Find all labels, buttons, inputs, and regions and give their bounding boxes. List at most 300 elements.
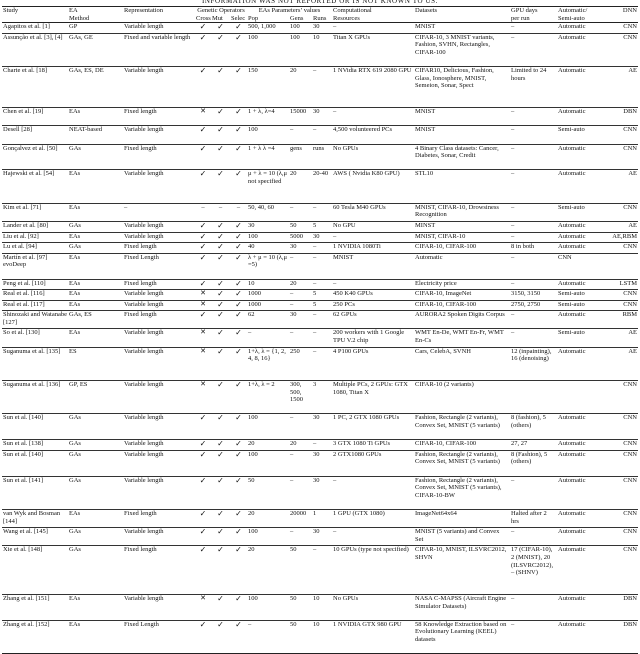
cell-computational: – [332,23,414,34]
cell-cross [195,414,211,440]
cell-computational: 1 NVIDIA GTX 980 GPU [332,620,414,653]
checkmark-icon: ✓ [199,527,207,537]
cell-study: Suganuma et al. [135] [2,347,68,380]
cell-pop: 1+λ, λ = {1, 2, 4, 8, 16} [247,347,289,380]
cell-dnn: CNN [609,23,638,34]
cell-computational: 200 workers with 1 Google TPU V.2 chip [332,329,414,347]
table-row [2,23,638,34]
checkmark-icon: ✓ [235,221,242,230]
table-row [2,546,638,595]
cell-selec [230,329,247,347]
cell-automatic: Semi-auto [557,329,609,347]
cell-computational: 1 NVidia RTX 619 2080 GPU [332,67,414,108]
cell-dnn: CNN [609,528,638,546]
header-runs: Runs [312,15,332,23]
header-ea-method: EA [68,7,123,15]
cell-pop: 100 [247,594,289,620]
cell-selec [230,546,247,595]
cell-selec [230,170,247,203]
cell-datasets: CIFAR-10, CIFAR-100 [414,300,510,311]
cell-computational: 1 PC, 2 GTX 1080 GPUs [332,414,414,440]
cell-automatic: Automatic [557,450,609,476]
cell-ea-method: EAs [68,290,123,301]
cell-computational: 4,500 volunteered PCs [332,126,414,144]
cell-runs: runs [312,144,332,170]
cell-datasets: Fashion, Rectangle (2 variants), Convex Set, MNIST (5 variants) [414,450,510,476]
cell-runs: 5 [312,221,332,232]
cell-automatic: Automatic [557,510,609,528]
cell-dnn: CNN [609,290,638,301]
checkmark-icon: ✓ [199,169,207,179]
cell-representation: Variable length [123,170,195,203]
cell-study: Real et al. [116] [2,290,68,301]
cell-datasets: MNIST, CIFAR-10 [414,232,510,243]
checkmark-icon: ✓ [235,144,242,153]
cell-study: Zhang et al. [151] [2,594,68,620]
cell-representation: Fixed length [123,510,195,528]
header-resources: Resources [332,15,414,23]
cell-gpu-days: 8 (fashion), 5 (others) [510,414,557,440]
checkmark-icon: ✓ [217,279,224,288]
cell-runs: 30 [312,108,332,126]
cell-selec [230,450,247,476]
cell-cross [195,23,211,34]
cell-study: Agapitos et al. [1] [2,23,68,34]
checkmark-icon: ✓ [217,232,224,241]
cell-representation: Variable length [123,290,195,301]
cell-automatic: Semi-auto [557,126,609,144]
table-row [2,450,638,476]
checkmark-icon: ✓ [199,125,207,135]
cell-computational: AWS ( Nvidia K80 GPU) [332,170,414,203]
cell-study: Chen et al. [19] [2,108,68,126]
cell-study: Kim et al. [71] [2,203,68,221]
cell-representation: Variable length [123,528,195,546]
cell-mut [211,546,230,595]
table-row [2,414,638,440]
table-row [2,381,638,414]
table-row [2,243,638,254]
cell-ea-method: EAs [68,510,123,528]
table-row [2,311,638,329]
cell-ea-method: GAs [68,221,123,232]
checkmark-icon: ✓ [235,380,242,390]
header-computational: Computational [332,7,414,15]
cell-selec [230,67,247,108]
cell-representation: Variable length [123,414,195,440]
checkmark-icon: ✓ [217,527,224,537]
checkmark-icon: ✓ [199,221,207,230]
cell-selec [230,108,247,126]
checkmark-icon: ✓ [199,450,207,459]
cell-representation: Variable length [123,23,195,34]
cell-mut [211,126,230,144]
cell-automatic: Automatic [557,440,609,451]
cell-study: Sun et al. [140] [2,414,68,440]
cell-automatic: Automatic [557,594,609,620]
cell-gens: 50 [289,546,312,595]
cell-automatic: Automatic [557,232,609,243]
table-row [2,440,638,451]
cell-gens: – [289,290,312,301]
cell-datasets: CIFAR-10 (2 variants) [414,381,510,414]
checkmark-icon: ✓ [199,310,207,320]
table-header [2,7,638,23]
table-row [2,33,638,66]
checkmark-icon: ✓ [217,289,224,299]
cell-ea-method: GP, ES [68,381,123,414]
cell-ea-method: GAs [68,144,123,170]
cell-study: Peng et al. [110] [2,279,68,290]
cell-mut [211,594,230,620]
cell-ea-method: ES [68,347,123,380]
cell-dnn: CNN [609,300,638,311]
cell-datasets: 58 Knowledge Extraction based on Evolutionary Learning (KEEL) datasets [414,620,510,653]
cell-selec [230,300,247,311]
cell-gens: 300, 500, 1500 [289,381,312,414]
cell-ea-method: EAs [68,300,123,311]
cell-mut [211,300,230,311]
cell-representation: Variable length [123,300,195,311]
cell-pop: 30 [247,221,289,232]
cell-datasets: NASA C-MAPSS (Aircraft Engine Simulator Datasets) [414,594,510,620]
cell-representation: Fixed and variable length [123,33,195,66]
cell-runs: – [312,253,332,279]
cell-dnn [609,253,638,279]
cell-pop: 100 [247,126,289,144]
cell-runs: – [312,67,332,108]
cell-ea-method: EAs [68,329,123,347]
cell-dnn: CNN [609,126,638,144]
cell-mut [211,221,230,232]
cell-runs: 30 [312,450,332,476]
cell-gens: 20 [289,440,312,451]
cell-cross [195,528,211,546]
cell-representation: Variable length [123,329,195,347]
cell-runs: – [312,329,332,347]
cell-representation: Fixed length [123,243,195,254]
cell-datasets: AURORA2 Spoken Digits Corpus [414,311,510,329]
cell-dnn: DBN [609,620,638,653]
cell-computational: 2 GTX1080 GPUs [332,450,414,476]
cell-mut [211,253,230,279]
cell-gens: 20000 [289,510,312,528]
cell-datasets: CIFAR10, Delicious, Fashion, Glass, Ionosphere, MNIST, Semeion, Sonar, Spect [414,67,510,108]
cell-gpu-days: Halted after 2 hrs [510,510,557,528]
checkmark-icon: ✓ [217,620,224,629]
cell-dnn: AE [609,347,638,380]
cell-gens: – [289,300,312,311]
header-gens: Gens [289,15,312,23]
cell-dnn: CNN [609,546,638,595]
cell-automatic: Automatic [557,67,609,108]
cell-cross [195,253,211,279]
cell-cross [195,108,211,126]
cell-pop: 1000 [247,300,289,311]
cell-mut [211,347,230,380]
checkmark-icon: ✓ [199,144,207,153]
table-row [2,510,638,528]
cell-gens: – [289,528,312,546]
cell-dnn: CNN [609,203,638,221]
cell-computational: – [332,528,414,546]
cell-study: So et al. [130] [2,329,68,347]
cell-pop: – [247,329,289,347]
cell-gens: 20 [289,170,312,203]
header-pop: Pop [247,15,289,23]
cell-automatic [557,381,609,414]
cell-runs: 5 [312,300,332,311]
cell-gens: 250 [289,347,312,380]
cell-study: Real et al. [117] [2,300,68,311]
cell-runs: – [312,347,332,380]
cell-gpu-days: – [510,203,557,221]
cell-gens: 50 [289,594,312,620]
checkmark-icon: ✓ [235,347,242,356]
checkmark-icon: ✓ [235,413,242,423]
cell-pop: 1000 [247,290,289,301]
cell-cross [195,381,211,414]
cell-ea-method: NEAT-based [68,126,123,144]
cell-cross [195,476,211,509]
cell-mut [211,33,230,66]
checkmark-icon: ✓ [217,125,224,135]
cell-computational: Multiple PCs, 2 GPUs: GTX 1080, Titan X [332,381,414,414]
cell-pop: 100 [247,528,289,546]
cell-gpu-days: – [510,329,557,347]
checkmark-icon: ✓ [235,289,242,299]
cell-pop: – [247,620,289,653]
cell-pop: 1 + λ λ =4 [247,144,289,170]
cell-datasets: WMT En-De, WMT En-Fr, WMT En-Cs [414,329,510,347]
cell-pop: 20 [247,440,289,451]
cell-runs: 20-40 [312,170,332,203]
header-per-run: per run [510,15,557,23]
cell-selec [230,232,247,243]
cell-runs: – [312,279,332,290]
comparison-table [2,6,638,654]
cell-cross [195,510,211,528]
header-dnn: DNN [609,7,638,15]
cell-datasets: Electricity price [414,279,510,290]
cell-automatic: Automatic [557,414,609,440]
cell-selec [230,510,247,528]
cell-gpu-days: 12 (inpainting), 16 (denoising) [510,347,557,380]
cell-dnn: CNN [609,144,638,170]
cell-pop: 20 [247,510,289,528]
cell-ea-method: GAs [68,546,123,595]
checkmark-icon: ✓ [217,380,224,390]
cell-selec [230,126,247,144]
cell-gpu-days: 2750, 2750 [510,300,557,311]
cell-selec [230,381,247,414]
cell-representation: Variable length [123,126,195,144]
cell-selec [230,440,247,451]
table-row [2,203,638,221]
cross-icon: ✕ [200,328,206,337]
cell-computational: – [332,476,414,509]
cell-gens: – [289,476,312,509]
cell-gens: – [289,126,312,144]
table-row [2,329,638,347]
cell-automatic: Semi-auto [557,203,609,221]
checkmark-icon: ✓ [217,328,224,338]
cell-gens: – [289,414,312,440]
table-row [2,126,638,144]
cell-cross [195,243,211,254]
checkmark-icon: ✓ [235,22,242,32]
cell-representation: Variable length [123,221,195,232]
checkmark-icon: ✓ [235,253,242,262]
table-row [2,528,638,546]
cell-gpu-days: – [510,476,557,509]
cell-cross [195,67,211,108]
cell-selec [230,528,247,546]
cell-selec [230,476,247,509]
cell-selec [230,620,247,653]
cell-ea-method: EAs [68,594,123,620]
table-row [2,232,638,243]
cell-mut [211,528,230,546]
table-row [2,300,638,311]
cell-mut [211,67,230,108]
cell-gpu-days: – [510,108,557,126]
cell-runs: 10 [312,33,332,66]
cell-datasets: Fashion, Rectangle (2 variants), Convex Set, MNIST (5 variants), CIFAR-10-BW [414,476,510,509]
cell-study: Lander et al. [80] [2,221,68,232]
cell-pop: 40 [247,243,289,254]
cell-gpu-days: 27, 27 [510,440,557,451]
table-row [2,67,638,108]
cell-dnn: AE [609,221,638,232]
cell-selec [230,33,247,66]
checkmark-icon: ✓ [235,107,242,117]
cell-ea-method: GAs, ES [68,311,123,329]
cell-representation: Fixed Length [123,253,195,279]
cell-representation: – [123,203,195,221]
cell-runs: 10 [312,594,332,620]
cell-study: Sun et al. [141] [2,476,68,509]
cell-study: Suganuma et al. [136] [2,381,68,414]
cell-gens: 30 [289,243,312,254]
checkmark-icon: ✓ [235,242,242,252]
cell-runs: 30 [312,232,332,243]
cell-study: Liu et al. [92] [2,232,68,243]
cell-automatic: Automatic [557,23,609,34]
checkmark-icon: ✓ [199,545,207,555]
cell-dnn: CNN [609,381,638,414]
header-study: Study [2,7,68,15]
cell-representation: Fixed length [123,144,195,170]
checkmark-icon: ✓ [199,232,207,241]
cell-study: Zhang et al. [152] [2,620,68,653]
cell-pop: μ + λ = 10 (λ,μ not specified [247,170,289,203]
header-ea-parameters: EAs Parameters’ values [247,7,332,15]
cell-automatic: Automatic [557,170,609,203]
table-row [2,290,638,301]
cell-runs: 1 [312,510,332,528]
cross-icon: ✕ [200,107,206,116]
cell-runs: 30 [312,476,332,509]
checkmark-icon: ✓ [217,347,224,356]
cell-pop: 100 [247,33,289,66]
cell-gpu-days: – [510,232,557,243]
checkmark-icon: ✓ [235,125,242,135]
cell-dnn: CNN [609,33,638,66]
cell-selec [230,144,247,170]
cell-cross [195,546,211,595]
checkmark-icon: ✓ [199,22,207,32]
cell-gpu-days: – [510,528,557,546]
cell-representation: Fixed length [123,311,195,329]
cell-mut [211,144,230,170]
cell-ea-method: GAs, GE [68,33,123,66]
cell-computational: 3 GTX 1080 Ti GPUs [332,440,414,451]
cell-pop: 500, 1,000 [247,23,289,34]
table-row [2,170,638,203]
checkmark-icon: ✓ [235,620,242,629]
cell-automatic: Automatic [557,546,609,595]
cell-datasets: MNIST, CIFAR-10, Drowsiness Recognition [414,203,510,221]
cell-gpu-days: – [510,279,557,290]
cell-pop: 1+λ, λ = 2 [247,381,289,414]
checkmark-icon: ✓ [217,22,224,32]
checkmark-icon: ✓ [199,439,207,449]
checkmark-icon: ✓ [199,413,207,423]
cell-pop: 100 [247,414,289,440]
cell-mut [211,311,230,329]
cell-automatic: Automatic [557,279,609,290]
cell-representation: Fixed length [123,108,195,126]
checkmark-icon: ✓ [217,221,224,230]
cell-cross [195,311,211,329]
cell-computational: No GPUs [332,144,414,170]
cell-cross [195,329,211,347]
cell-computational: No GPU [332,221,414,232]
cell-study: van Wyk and Bosman [144] [2,510,68,528]
cell-runs: 10 [312,620,332,653]
cell-dnn: RBM [609,311,638,329]
checkmark-icon: ✓ [217,413,224,423]
cell-ea-method: EAs [68,253,123,279]
cell-dnn: CNN [609,476,638,509]
checkmark-icon: ✓ [217,594,224,603]
cell-automatic: Automatic [557,243,609,254]
cell-pop: 100 [247,450,289,476]
cell-mut: – [211,203,230,221]
cell-automatic: CNN [557,253,609,279]
cell-pop: 1 + λ, λ=4 [247,108,289,126]
cross-icon: ✕ [200,300,206,308]
cell-gpu-days: Limited to 24 hours [510,67,557,108]
cell-datasets: MINST [414,221,510,232]
cell-cross [195,594,211,620]
table-body [2,23,638,654]
cell-mut [211,329,230,347]
cell-dnn: CNN [609,440,638,451]
cell-automatic: Automatic [557,476,609,509]
cell-dnn: CNN [609,414,638,440]
cell-mut [211,414,230,440]
cell-representation: Variable length [123,440,195,451]
table-row [2,594,638,620]
checkmark-icon: ✓ [217,33,224,42]
cell-mut [211,108,230,126]
cell-automatic: Automatic [557,33,609,66]
cell-computational: 450 K40 GPUs [332,290,414,301]
cell-computational: MNIST [332,253,414,279]
cell-computational: 1 NVIDIA 1080Ti [332,243,414,254]
